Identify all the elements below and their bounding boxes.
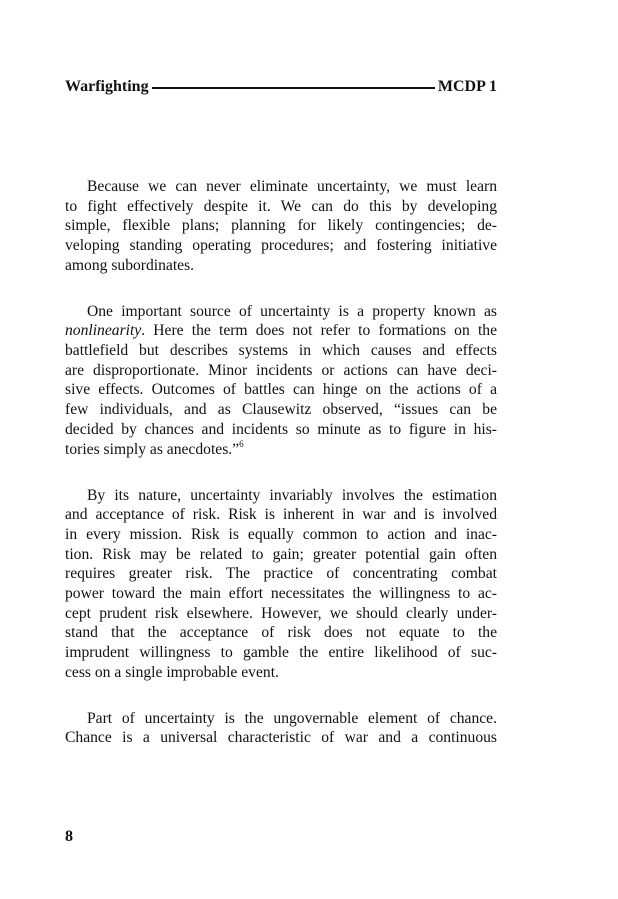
line-text: stand that the acceptance of risk does not equate to the	[65, 624, 497, 642]
text-line	[65, 236, 497, 256]
paragraph	[65, 709, 497, 748]
text-line	[65, 623, 497, 643]
paragraph	[65, 302, 497, 460]
line-text: and acceptance of risk. Risk is inherent in war and is involved	[65, 506, 497, 524]
line-text: to fight effectively despite it. We can do this by developing	[65, 197, 497, 215]
line-text: sive effects. Outcomes of battles can hinge on the actions of a	[65, 381, 497, 399]
text-line	[65, 545, 497, 565]
text-line	[65, 380, 497, 400]
text-line	[65, 341, 497, 361]
line-text: By its nature, uncertainty invariably involves the estimation	[87, 486, 497, 504]
text-line	[65, 256, 497, 276]
text-line	[65, 709, 497, 729]
line-text: among subordinates.	[65, 256, 195, 274]
paragraph	[65, 486, 497, 683]
line-text: . Here the term does not refer to formations on the	[141, 322, 497, 340]
text-line	[65, 440, 497, 460]
text-line	[65, 197, 497, 217]
line-text: are disproportionate. Minor incidents or actions can have deci-	[65, 361, 497, 379]
line-text: decided by chances and incidents so minute as to figure in his-	[65, 420, 497, 438]
text-line	[65, 486, 497, 506]
header-publication: MCDP 1	[437, 78, 497, 95]
paragraph	[65, 177, 497, 275]
line-text: cess on a single improbable event.	[65, 663, 279, 681]
line-text: power toward the main effort necessitates the willingness to ac-	[65, 584, 497, 602]
text-line	[65, 564, 497, 584]
text-line	[65, 663, 497, 683]
line-text: veloping standing operating procedures; and fostering initiative	[65, 237, 497, 255]
text-line	[65, 361, 497, 381]
line-text: battlefield but describes systems in which causes and effects	[65, 342, 497, 360]
line-text: One important source of uncertainty is a property known as	[87, 302, 497, 320]
text-line	[65, 525, 497, 545]
line-text: imprudent willingness to gamble the entire likelihood of suc-	[65, 644, 497, 662]
text-line	[65, 321, 497, 341]
text-line	[65, 216, 497, 236]
text-line	[65, 728, 497, 748]
footnote-reference: 6	[239, 438, 244, 449]
text-line	[65, 604, 497, 624]
line-text: cept prudent risk elsewhere. However, we should clearly under-	[65, 604, 497, 622]
header-rule	[152, 87, 435, 89]
header-title: Warfighting	[65, 78, 149, 95]
line-text: simple, flexible plans; planning for likely contingencies; de-	[65, 217, 497, 235]
running-header	[65, 78, 497, 96]
line-text: tion. Risk may be related to gain; greater potential gain often	[65, 545, 497, 563]
text-line	[65, 302, 497, 322]
line-text: in every mission. Risk is equally common to action and inac-	[65, 525, 497, 543]
line-text: Part of uncertainty is the ungovernable element of chance.	[87, 709, 497, 727]
text-line	[65, 643, 497, 663]
text-line	[65, 400, 497, 420]
text-line	[65, 420, 497, 440]
page-number: 8	[65, 828, 73, 845]
text-line	[65, 584, 497, 604]
page-body	[65, 177, 497, 774]
line-text: Because we can never eliminate uncertainty, we must learn	[87, 178, 497, 195]
line-text: Chance is a universal characteristic of war and a continuous	[65, 729, 497, 747]
line-text: tories simply as anecdotes.”	[65, 440, 240, 458]
text-line	[65, 177, 497, 197]
line-text: few individuals, and as Clausewitz observed, “issues can be	[65, 401, 497, 419]
line-text: requires greater risk. The practice of concentrating combat	[65, 565, 497, 583]
text-line	[65, 505, 497, 525]
emphasized-term: nonlinearity	[65, 322, 142, 340]
